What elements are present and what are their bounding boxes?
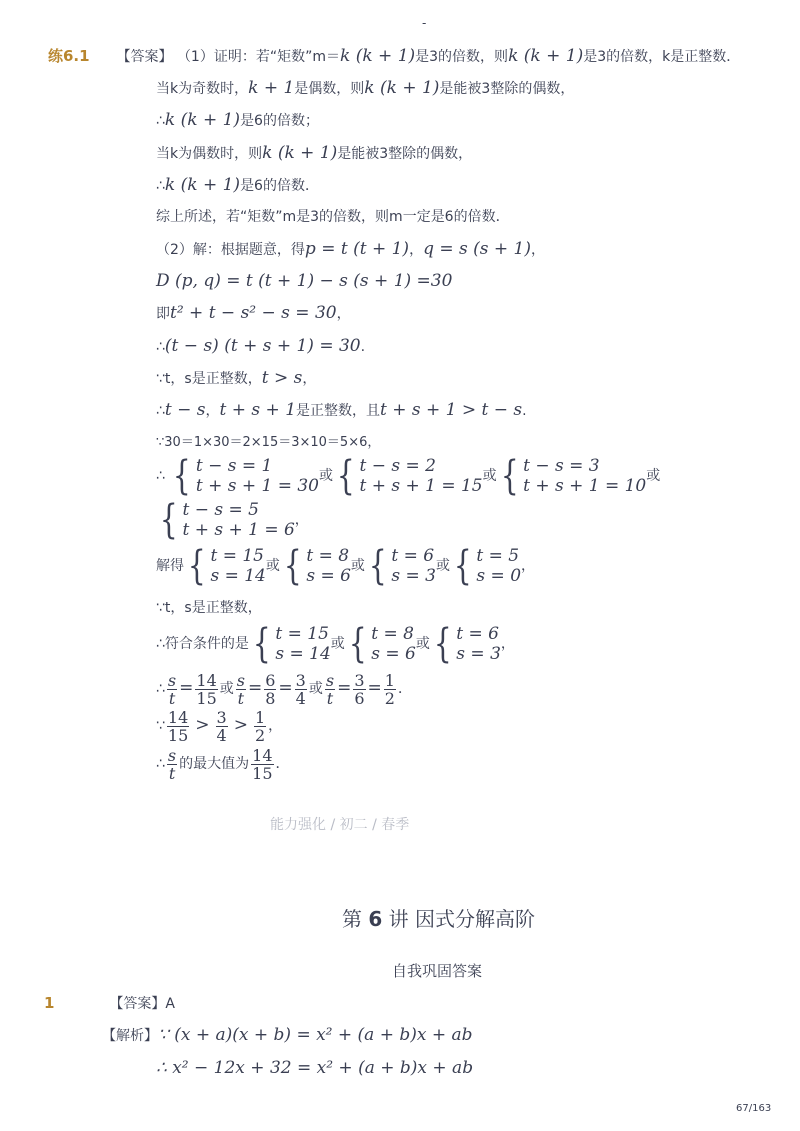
math: k (k + 1) (508, 46, 584, 66)
math: t = 15 (275, 624, 329, 644)
text: ∴ (156, 403, 165, 419)
text: 或 (415, 636, 430, 652)
text: 即 (156, 306, 170, 322)
math: t = 8 (306, 546, 350, 566)
math: q = s (s + 1) (423, 239, 531, 259)
text: ∴ (156, 339, 165, 355)
math: t + s + 1 = 15 (359, 476, 483, 496)
solution-system (430, 621, 501, 667)
equation-system (156, 497, 295, 543)
text: ， (294, 512, 309, 528)
solution-system (249, 621, 331, 667)
section-footer: 能力强化 / 初二 / 春季 (270, 817, 410, 833)
answer-line-10 (156, 337, 365, 356)
fraction: $\frac{1}{2}$ (254, 707, 266, 745)
math: D (p, q) = t (t + 1) − s (s + 1) =30 (156, 271, 453, 291)
solution-system (365, 543, 436, 589)
equation-system (497, 453, 647, 499)
text: 当k为偶数时，则 (156, 146, 263, 162)
answer-line-11 (156, 369, 316, 388)
answer-line-8 (156, 272, 452, 291)
text: 或 (330, 636, 345, 652)
answer-line-12 (156, 401, 527, 420)
text: ∴ (156, 756, 165, 772)
text: ， (336, 306, 351, 322)
math: ∴ x² − 12x + 32 = x² + (a + b)x + ab (156, 1058, 474, 1078)
brace-icon: { (187, 543, 206, 589)
math: t = 15 (210, 546, 264, 566)
fraction: $\frac{14}{15}$ (167, 707, 189, 745)
math: t + s + 1 = 10 (523, 476, 647, 496)
text: ． (397, 681, 412, 697)
math: t − s = 3 (523, 456, 600, 476)
text: 是正整数，且 (296, 403, 381, 419)
math: t = 8 (371, 624, 414, 644)
answer-line-4 (156, 144, 472, 163)
text: 是6的倍数． (240, 178, 319, 194)
answer-line-14 (156, 453, 661, 499)
math: = (337, 678, 352, 698)
text: （1）证明：若“矩数”m＝ (176, 49, 340, 65)
answer-line-3 (156, 111, 319, 130)
math: t − s (164, 400, 206, 420)
analysis-tag: 【解析】 (102, 1028, 158, 1044)
text: 讲 因式分解高阶 (388, 907, 535, 931)
fraction: $\frac{s}{t}$ (325, 670, 335, 708)
text: ， (268, 718, 283, 734)
equation-system (169, 453, 319, 499)
math: k (k + 1) (262, 143, 338, 163)
answer-line-1 (48, 47, 740, 66)
math: s = 3 (391, 566, 436, 586)
text: . (360, 339, 366, 355)
text: 或 (308, 681, 323, 697)
math: t − s = 2 (359, 456, 436, 476)
brace-icon: { (453, 543, 472, 589)
math: s = 6 (371, 644, 416, 664)
text: 或 (265, 558, 280, 574)
answer-line-20 (156, 707, 282, 744)
text: 是3的倍数，k是正整数． (583, 49, 741, 65)
text: ∴符合条件的是 (156, 636, 249, 652)
math: k (k + 1) (164, 110, 241, 130)
solution-system (345, 621, 416, 667)
math: s = 14 (210, 566, 266, 586)
text: ． (275, 756, 290, 772)
text: ∴ (156, 681, 165, 697)
text: ， (205, 403, 220, 419)
text: ， (500, 636, 515, 652)
brace-icon: { (173, 453, 192, 499)
text: 或 (319, 468, 333, 484)
math: (t − s) (t + s + 1) = 30 (164, 336, 361, 356)
math: t + s + 1 (219, 400, 297, 420)
math: > (195, 715, 210, 735)
math: k (k + 1) (364, 78, 440, 98)
answer-line-15 (156, 497, 309, 543)
fraction: $\frac{14}{15}$ (252, 745, 273, 783)
math: t = 6 (456, 624, 499, 644)
brace-icon: { (368, 543, 387, 589)
fraction: $\frac{3}{6}$ (354, 670, 365, 708)
section-title: 自我巩固答案 (392, 962, 483, 980)
text: ∵ (156, 718, 165, 734)
solution-system (280, 543, 351, 589)
math: = (179, 678, 194, 698)
math: t = 6 (391, 546, 435, 566)
answer-line-9 (156, 304, 351, 323)
q1-analysis-line-2 (156, 1059, 473, 1078)
solution-system (184, 543, 266, 589)
fraction: $\frac{s}{t}$ (236, 670, 245, 708)
answer-line-13: ∵30＝1×30＝2×15＝3×10＝5×6， (156, 435, 381, 450)
text: 解得 (156, 558, 184, 574)
answer-line-16 (156, 543, 536, 589)
math: s = 3 (456, 644, 501, 664)
text: ， (409, 242, 424, 258)
answer-line-6: 综上所述，若“矩数”m是3的倍数，则m一定是6的倍数． (156, 209, 510, 225)
text: 或 (482, 468, 497, 484)
math: > (233, 715, 248, 735)
text: 或 (435, 558, 450, 574)
fraction: $\frac{1}{2}$ (384, 670, 395, 708)
lecture-number: 6 (368, 907, 383, 931)
math: k + 1 (248, 78, 295, 98)
answer-line-18 (156, 621, 515, 667)
math: t − s = 1 (195, 456, 273, 476)
lecture-title (342, 906, 535, 932)
fraction: $\frac{s}{t}$ (167, 670, 177, 708)
answer-value: A (165, 996, 175, 1012)
math: t = 5 (476, 546, 520, 566)
brace-icon: { (348, 621, 367, 667)
brace-icon: { (336, 453, 355, 499)
text: 第 (342, 907, 362, 931)
math: k (k + 1) (164, 175, 241, 195)
math: = (278, 678, 293, 698)
solution-system (450, 543, 522, 589)
text: 是能被3整除的偶数， (439, 81, 575, 97)
math: s = 0 (476, 566, 522, 586)
brace-icon: { (159, 497, 178, 543)
fraction: $\frac{6}{8}$ (265, 670, 276, 708)
answer-line-2 (156, 79, 574, 98)
math: t + s + 1 = 6 (182, 520, 295, 540)
text: ， (302, 371, 317, 387)
text: ∴ (156, 178, 165, 194)
q1-analysis-line-1 (102, 1026, 473, 1045)
math: t² + t − s² − s = 30 (170, 303, 337, 323)
page-number: 67/163 (736, 1103, 772, 1114)
answer-tag: 【答案】 (116, 49, 173, 65)
brace-icon: { (500, 453, 519, 499)
math: s = 14 (275, 644, 331, 664)
math: k (k + 1) (340, 46, 416, 66)
q1-answer-line (44, 994, 175, 1013)
text: 是偶数，则 (294, 81, 365, 97)
answer-line-7 (156, 240, 545, 259)
math: t + s + 1 = 30 (195, 476, 319, 496)
brace-icon: { (433, 621, 452, 667)
fraction: $\frac{3}{4}$ (295, 670, 306, 708)
question-number: 1 (44, 994, 55, 1012)
math: p = t (t + 1) (304, 239, 410, 259)
answer-line-5 (156, 176, 319, 195)
text: 是3的倍数，则 (415, 49, 509, 65)
text: ∴ (156, 468, 165, 484)
text: ， (521, 558, 536, 574)
answer-line-17: ∵t，s是正整数， (156, 600, 262, 616)
brace-icon: { (252, 621, 271, 667)
math: s = 6 (306, 566, 351, 586)
math: = (247, 678, 263, 698)
text: ∵t，s是正整数， (156, 371, 262, 387)
math: t > s (261, 368, 303, 388)
text: （2）解：根据题意，得 (156, 242, 305, 258)
math: = (367, 678, 382, 698)
fraction: $\frac{s}{t}$ (167, 745, 177, 783)
brace-icon: { (283, 543, 302, 589)
fraction: $\frac{3}{4}$ (216, 707, 227, 745)
text: 或 (219, 681, 234, 697)
text: 的最大值为 (179, 756, 250, 772)
top-mark: - (422, 16, 427, 30)
fraction: $\frac{14}{15}$ (196, 670, 217, 708)
equation-system (333, 453, 483, 499)
math: ∵ (x + a)(x + b) = x² + (a + b)x + ab (158, 1025, 473, 1045)
problem-label: 练6.1 (48, 47, 90, 65)
math: t + s + 1 > t − s (380, 400, 523, 420)
text: 是能被3整除的偶数， (337, 146, 473, 162)
text: 或 (646, 468, 661, 484)
text: ， (530, 242, 545, 258)
text: 或 (350, 558, 365, 574)
text: 是6的倍数； (240, 113, 319, 129)
text: ∴ (156, 113, 165, 129)
text: 当k为奇数时， (156, 81, 249, 97)
text: . (522, 403, 527, 419)
answer-line-21 (156, 746, 290, 782)
answer-tag: 【答案】 (109, 996, 166, 1012)
answer-line-19 (156, 670, 412, 707)
math: t − s = 5 (182, 500, 259, 520)
